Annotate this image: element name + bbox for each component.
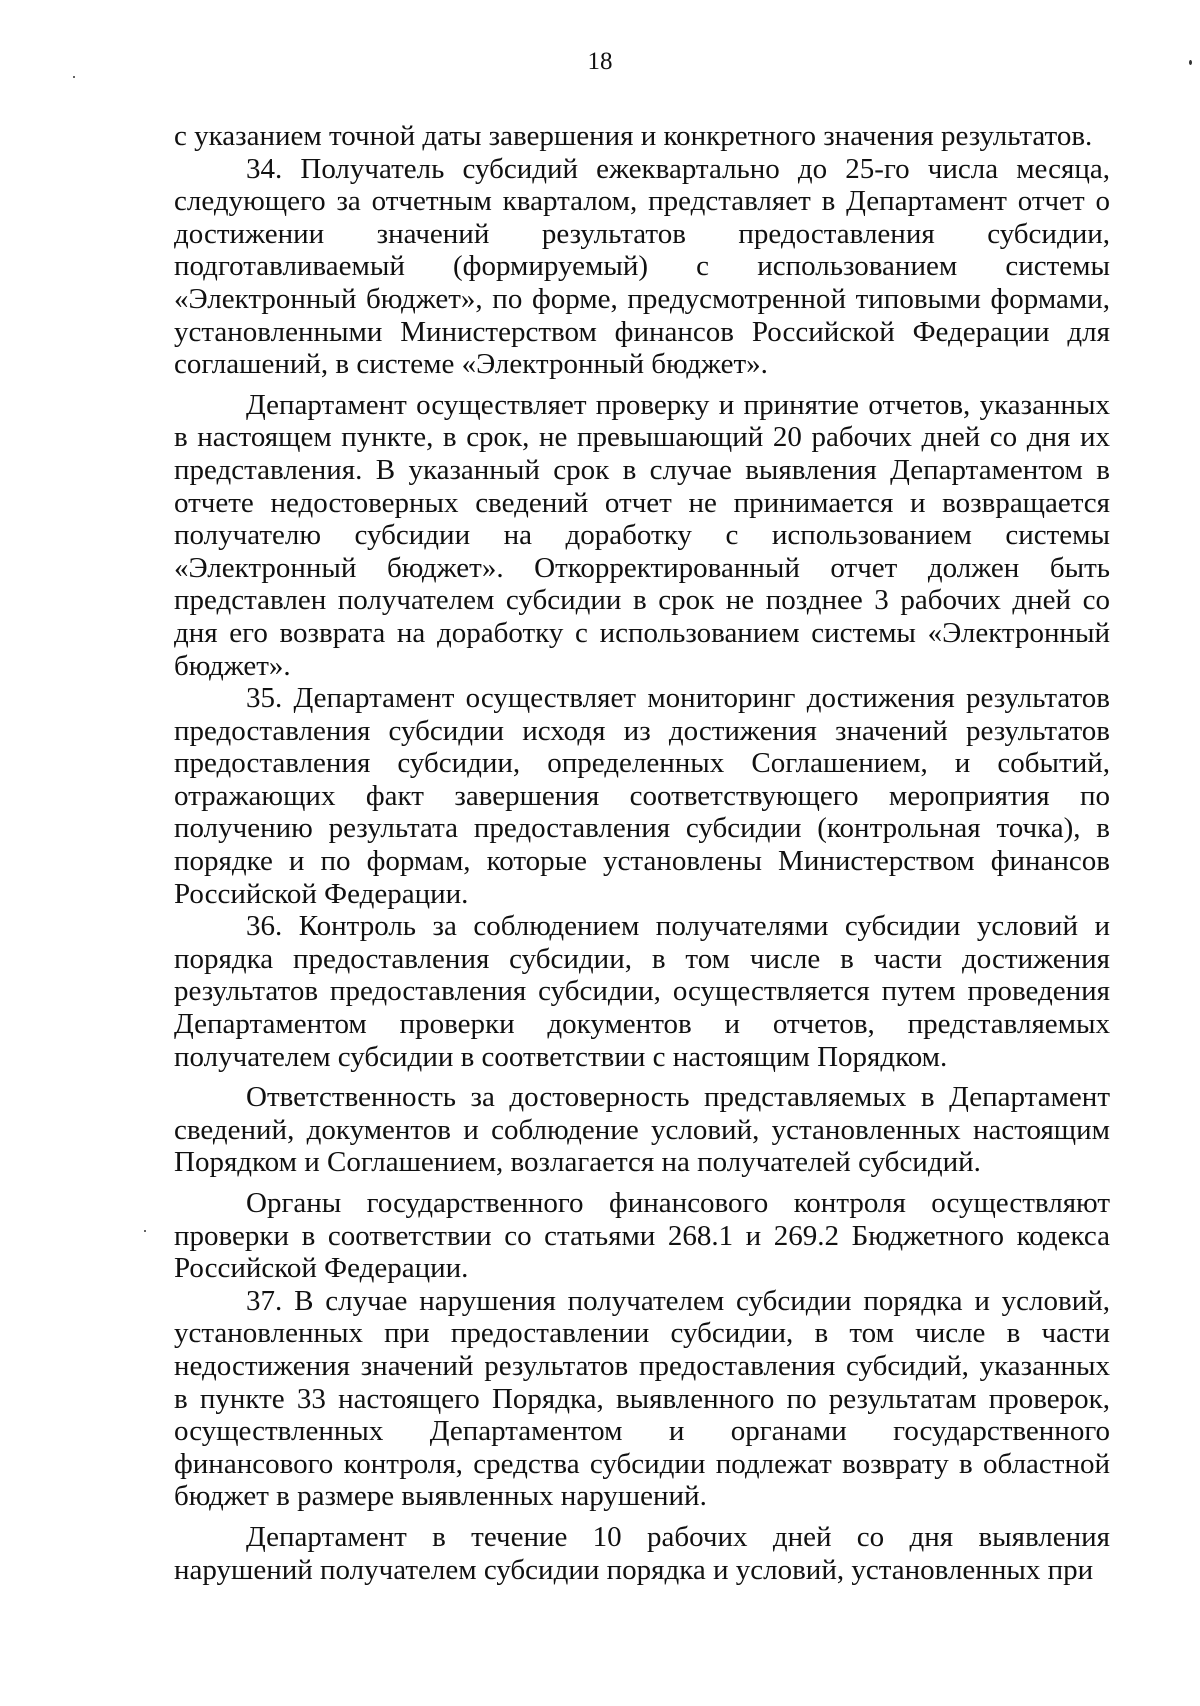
paragraph: Департамент в течение 10 рабочих дней со дня выявления нарушений получателем субсидии порядка и условий, установленных при: [174, 1520, 1110, 1586]
paragraph: с указанием точной даты завершения и конкретного значения результатов.: [174, 120, 1093, 152]
paragraph: Ответственность за достоверность представляемых в Департамент сведений, документов и соблюдение условий, установленных настоящим Порядком и Соглашением, возлагается на получателей субсидий.: [174, 1081, 1110, 1179]
scan-speck: [73, 76, 75, 78]
paragraph-36: 36. Контроль за соблюдением получателями субсидии условий и порядка предоставления субсидии, в том числе в части достижения результатов предоставления субсидии, осуществляется путем проведения Департаментом проверки документов и отчетов, представляемых получателем субсидии в соответствии с настоящим Порядком.: [174, 910, 1110, 1073]
page-number: 18: [587, 48, 613, 75]
scan-speck: [1189, 60, 1192, 65]
document-body: [174, 120, 1110, 1586]
paragraph-35: 35. Департамент осуществляет мониторинг достижения результатов предоставления субсидии исходя из достижения значений результатов предоставления субсидии, определенных Соглашением, и событий, отражающих факт завершения соответствующего мероприятия по получению результата предоставления субсидии (контрольная точка), в порядке и по формам, которые установлены Министерством финансов Российской Федерации.: [174, 682, 1110, 910]
paragraph-37: 37. В случае нарушения получателем субсидии порядка и условий, установленных при предоставлении субсидии, в том числе в части недостижения значений результатов предоставления субсидий, указанных в пункте 33 настоящего Порядка, выявленного по результатам проверок, осуществленных Департаментом и органами государственного финансового контроля, средства субсидии подлежат возврату в областной бюджет в размере выявленных нарушений.: [174, 1284, 1110, 1513]
paragraph-34: 34. Получатель субсидий ежеквартально до 25-го числа месяца, следующего за отчетным кварталом, представляет в Департамент отчет о достижении значений результатов предоставления субсидии, подготавливаемый (формируемый) с использованием системы «Электронный бюджет», по форме, предусмотренной типовыми формами, установленными Министерством финансов Российской Федерации для соглашений, в системе «Электронный бюджет».: [174, 152, 1110, 381]
scan-speck: [144, 1230, 146, 1232]
paragraph: Департамент осуществляет проверку и принятие отчетов, указанных в настоящем пункте, в срок, не превышающий 20 рабочих дней со дня их представления. В указанный срок в случае выявления Департаментом в отчете недостоверных сведений отчет не принимается и возвращается получателю субсидии на доработку с использованием системы «Электронный бюджет». Откорректированный отчет должен быть представлен получателем субсидии в срок не позднее 3 рабочих дней со дня его возврата на доработку с использованием системы «Электронный бюджет».: [174, 388, 1110, 682]
paragraph: Органы государственного финансового контроля осуществляют проверки в соответствии со статьями 268.1 и 269.2 Бюджетного кодекса Российской Федерации.: [174, 1187, 1110, 1285]
